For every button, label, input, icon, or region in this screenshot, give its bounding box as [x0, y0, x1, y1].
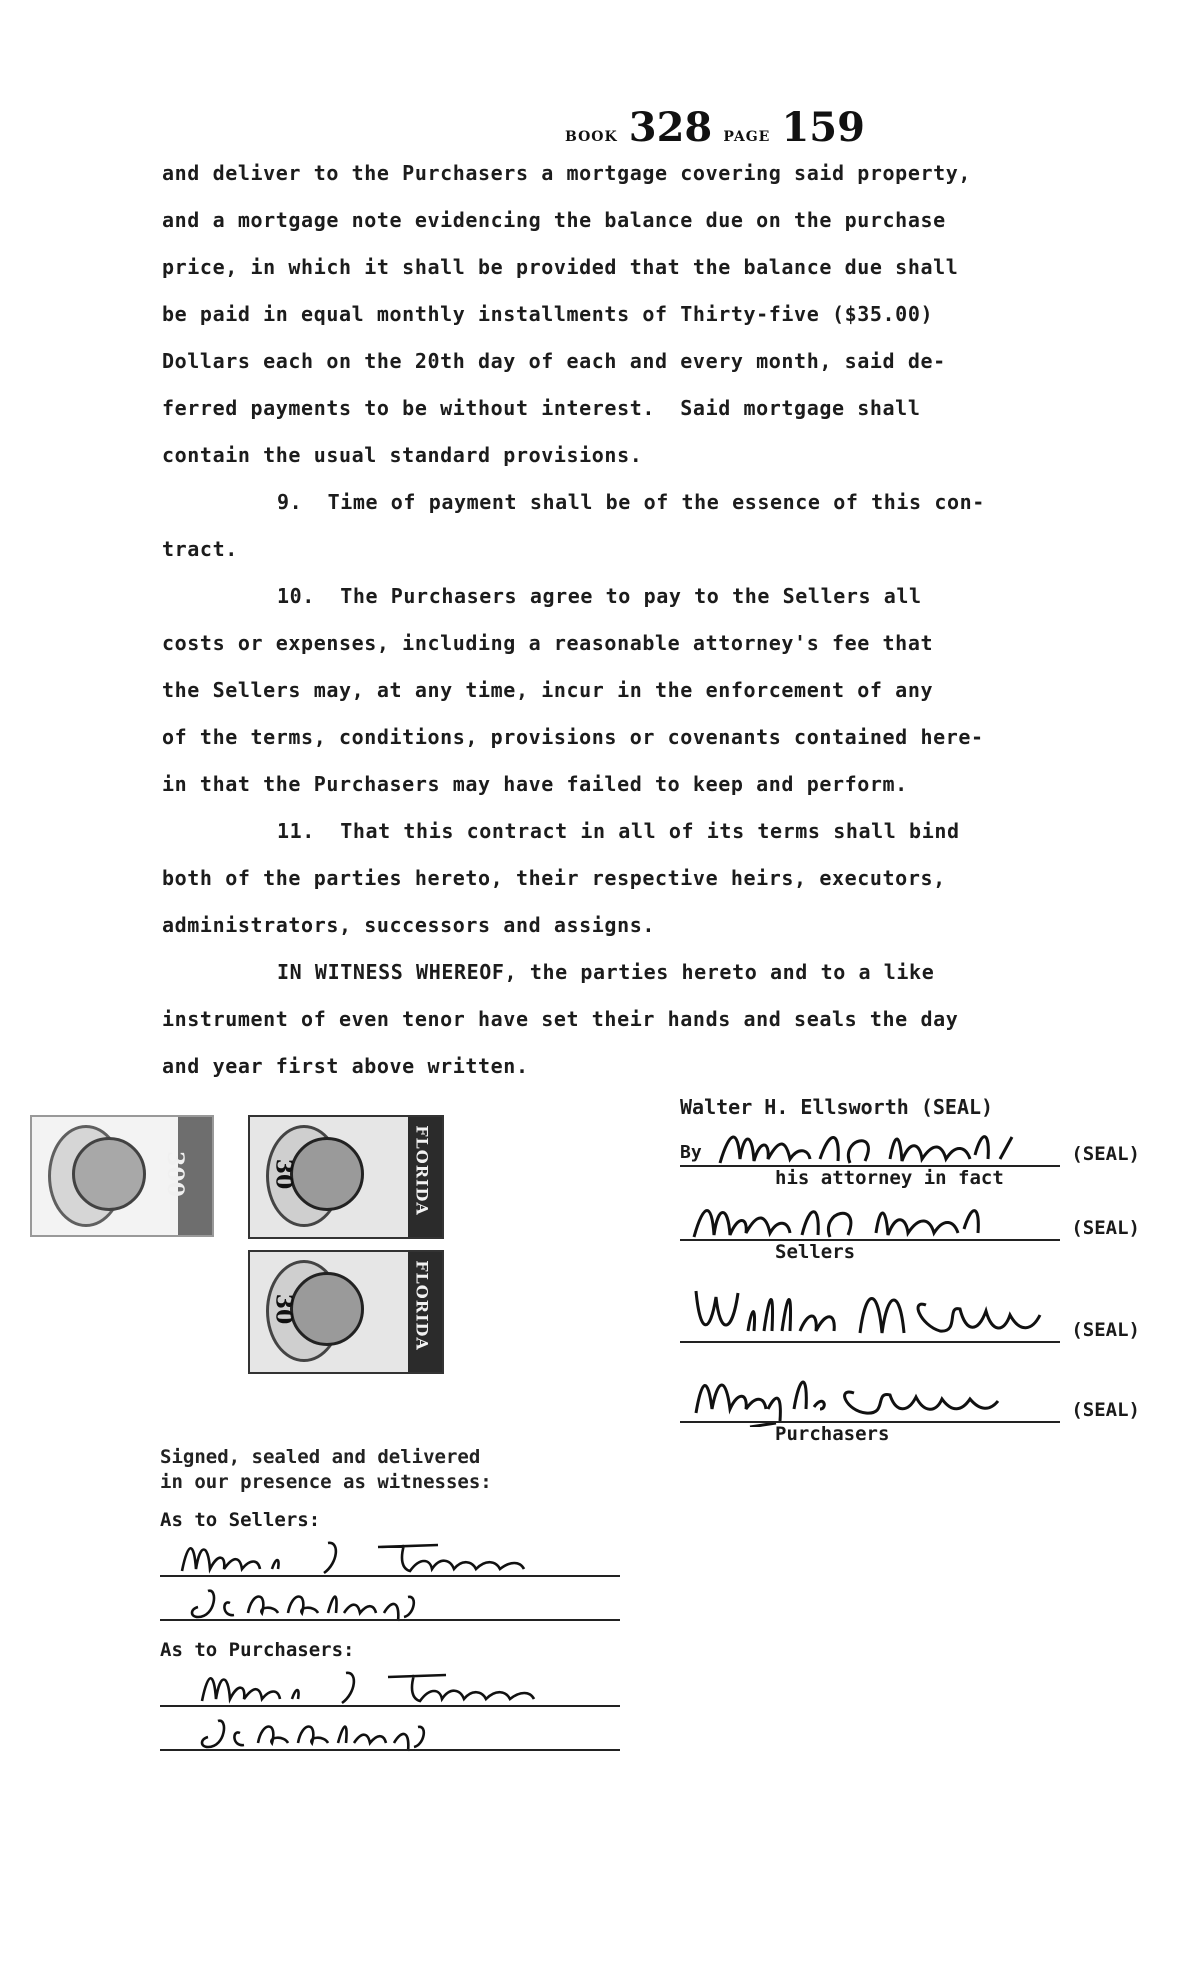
- sellers-caption: Sellers: [775, 1241, 856, 1263]
- clause-10-line: the Sellers may, at any time, incur in the enforcement of any: [162, 678, 934, 702]
- signature-line: [680, 1165, 1060, 1167]
- handwritten-signature-marion-tomlinson: [178, 1533, 598, 1579]
- clause-9-line: tract.: [162, 537, 238, 561]
- stamp-denomination: 30: [270, 1293, 297, 1325]
- purchasers-caption: Purchasers: [775, 1423, 890, 1445]
- contract-body: [162, 150, 1102, 1090]
- purchaser-signature: [680, 1369, 1150, 1431]
- stamp-denomination: 30: [270, 1158, 297, 1190]
- clause-11-line: both of the parties hereto, their respective heirs, executors,: [162, 866, 946, 890]
- clause-10-line: costs or expenses, including a reasonable attorney's fee that: [162, 631, 934, 655]
- book-page-reference: [565, 104, 871, 151]
- witness-signature: [160, 1585, 620, 1625]
- handwritten-signature-mary-surowiec: [690, 1363, 1050, 1427]
- seal-label: (SEAL): [1071, 1399, 1140, 1421]
- paragraph-line: Dollars each on the 20th day of each and every month, said de-: [162, 349, 946, 373]
- paragraph-line: and deliver to the Purchasers a mortgage covering said property,: [162, 161, 972, 185]
- witness-clause-line: and year first above written.: [162, 1054, 529, 1078]
- witness-intro: Signed, sealed and delivered: [160, 1446, 481, 1468]
- documentary-stamp-300: [30, 1115, 214, 1237]
- clause-10-line: in that the Purchasers may have failed to keep and perform.: [162, 772, 908, 796]
- stamp-seal: [290, 1137, 364, 1211]
- seller-typed-name: Walter H. Ellsworth (SEAL): [680, 1095, 994, 1119]
- as-to-sellers-label: As to Sellers:: [160, 1509, 321, 1531]
- paragraph-line: contain the usual standard provisions.: [162, 443, 643, 467]
- paragraph-line: and a mortgage note evidencing the balance due on the purchase: [162, 208, 946, 232]
- stamp-state-name: FLORIDA: [412, 1260, 432, 1351]
- documentary-stamp-30: [248, 1115, 444, 1239]
- book-label: BOOK: [565, 129, 618, 145]
- witness-signature-line: [160, 1749, 620, 1751]
- witness-signature: [160, 1541, 620, 1581]
- seal-label: (SEAL): [1071, 1143, 1140, 1165]
- by-label: By: [680, 1142, 702, 1163]
- clause-10-line: of the terms, conditions, provisions or covenants contained here-: [162, 725, 984, 749]
- handwritten-signature-william-surowiec: [690, 1275, 1050, 1345]
- clause-11-line: 11. That this contract in all of its terms shall bind: [277, 819, 960, 843]
- clause-10-line: 10. The Purchasers agree to pay to the Sellers all: [277, 584, 922, 608]
- signature-line: [680, 1239, 1060, 1241]
- witness-signature-line: [160, 1619, 620, 1621]
- witness-block: [160, 1445, 680, 1755]
- party-signature-block: [680, 1095, 1150, 1449]
- signature-line: [680, 1341, 1060, 1343]
- clause-11-line: administrators, successors and assigns.: [162, 913, 655, 937]
- witness-signature: [160, 1715, 620, 1755]
- witness-intro: in our presence as witnesses:: [160, 1471, 492, 1493]
- handwritten-signature-jc-atkins: [178, 1577, 598, 1623]
- purchaser-signature: [680, 1281, 1150, 1351]
- page-number: 159: [781, 104, 865, 151]
- paragraph-line: price, in which it shall be provided that the balance due shall: [162, 255, 959, 279]
- stamp-seal: [290, 1272, 364, 1346]
- stamp-state-name: FLORIDA: [412, 1125, 432, 1216]
- as-to-purchasers-label: As to Purchasers:: [160, 1639, 355, 1661]
- signature-line: [680, 1421, 1060, 1423]
- attorney-caption: his attorney in fact: [775, 1167, 1004, 1189]
- seal-label: (SEAL): [1071, 1217, 1140, 1239]
- page-label: PAGE: [723, 129, 771, 145]
- seller-signature: [680, 1199, 1150, 1249]
- handwritten-signature-marion-tomlinson: [178, 1663, 598, 1709]
- seal-label: (SEAL): [1071, 1319, 1140, 1341]
- seller-signature-by-attorney: [680, 1125, 1150, 1175]
- paragraph-line: be paid in equal monthly installments of Thirty-five ($35.00): [162, 302, 934, 326]
- book-number: 328: [628, 104, 713, 151]
- paragraph-line: ferred payments to be without interest. Said mortgage shall: [162, 396, 921, 420]
- clause-9-line: 9. Time of payment shall be of the essence of this con-: [277, 490, 985, 514]
- stamp-denomination: 300: [161, 1151, 188, 1197]
- witness-clause-line: instrument of even tenor have set their hands and seals the day: [162, 1007, 959, 1031]
- witness-signature: [160, 1671, 620, 1711]
- documentary-stamp-30: [248, 1250, 444, 1374]
- stamp-seal: [72, 1137, 146, 1211]
- witness-clause-line: IN WITNESS WHEREOF, the parties hereto and to a like: [277, 960, 935, 984]
- handwritten-signature-jc-atkins: [178, 1707, 598, 1753]
